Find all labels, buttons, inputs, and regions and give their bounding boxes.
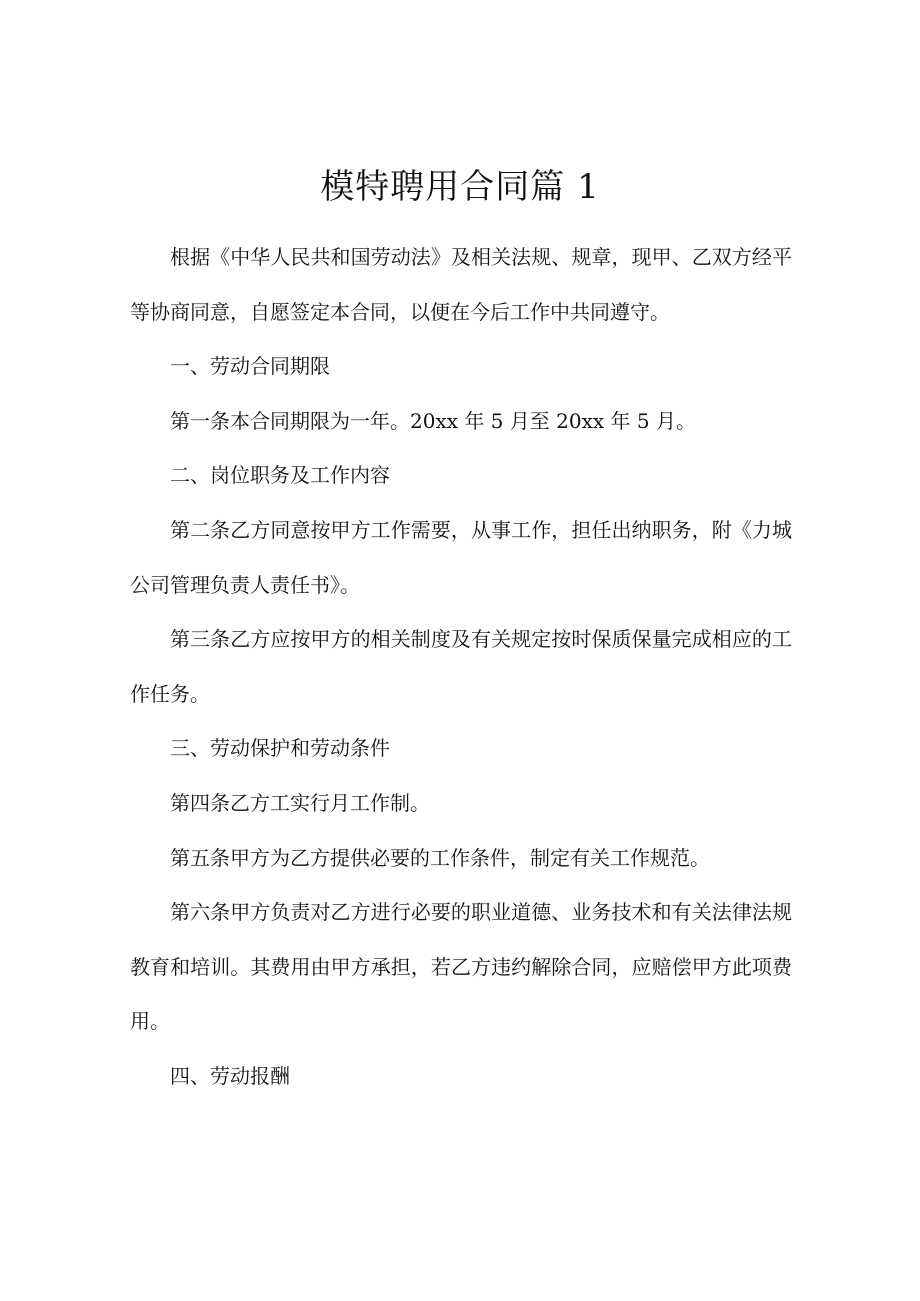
section-heading-4: 四、劳动报酬 <box>170 1063 290 1088</box>
section-heading-2: 二、岗位职务及工作内容 <box>170 463 390 488</box>
article-3: 第三条乙方应按甲方的相关制度及有关规定按时保质保量完成相应的工作任务。 <box>130 627 792 706</box>
article-2: 第二条乙方同意按甲方工作需要，从事工作，担任出纳职务，附《力城 公司管理负责人责任书》。 <box>130 517 792 597</box>
section-heading-3: 三、劳动保护和劳动条件 <box>170 736 390 761</box>
intro-paragraph: 根据《中华人民共和国劳动法》及相关法规、规章，现甲、乙双方经平等协商同意，自愿签定本合同，以便在今后工作中共同遵守。 <box>130 245 792 324</box>
article-6: 第六条甲方负责对乙方进行必要的职业道德、业务技术和有关法律法规教育和培训。其费用由甲方承担，若乙方违约解除合同，应赔偿甲方此项费用。 <box>130 900 792 1034</box>
article-4: 第四条乙方工实行月工作制。 <box>170 790 430 815</box>
document-title: 模特聘用合同篇 1 <box>320 167 600 207</box>
section-heading-1: 一、劳动合同期限 <box>170 354 330 379</box>
document-body <box>130 230 792 1104</box>
article-1: 第一条本合同期限为一年。20xx 年 5 月至 20xx 年 5 月。 <box>170 408 696 433</box>
article-5: 第五条甲方为乙方提供必要的工作条件，制定有关工作规范。 <box>170 845 710 870</box>
